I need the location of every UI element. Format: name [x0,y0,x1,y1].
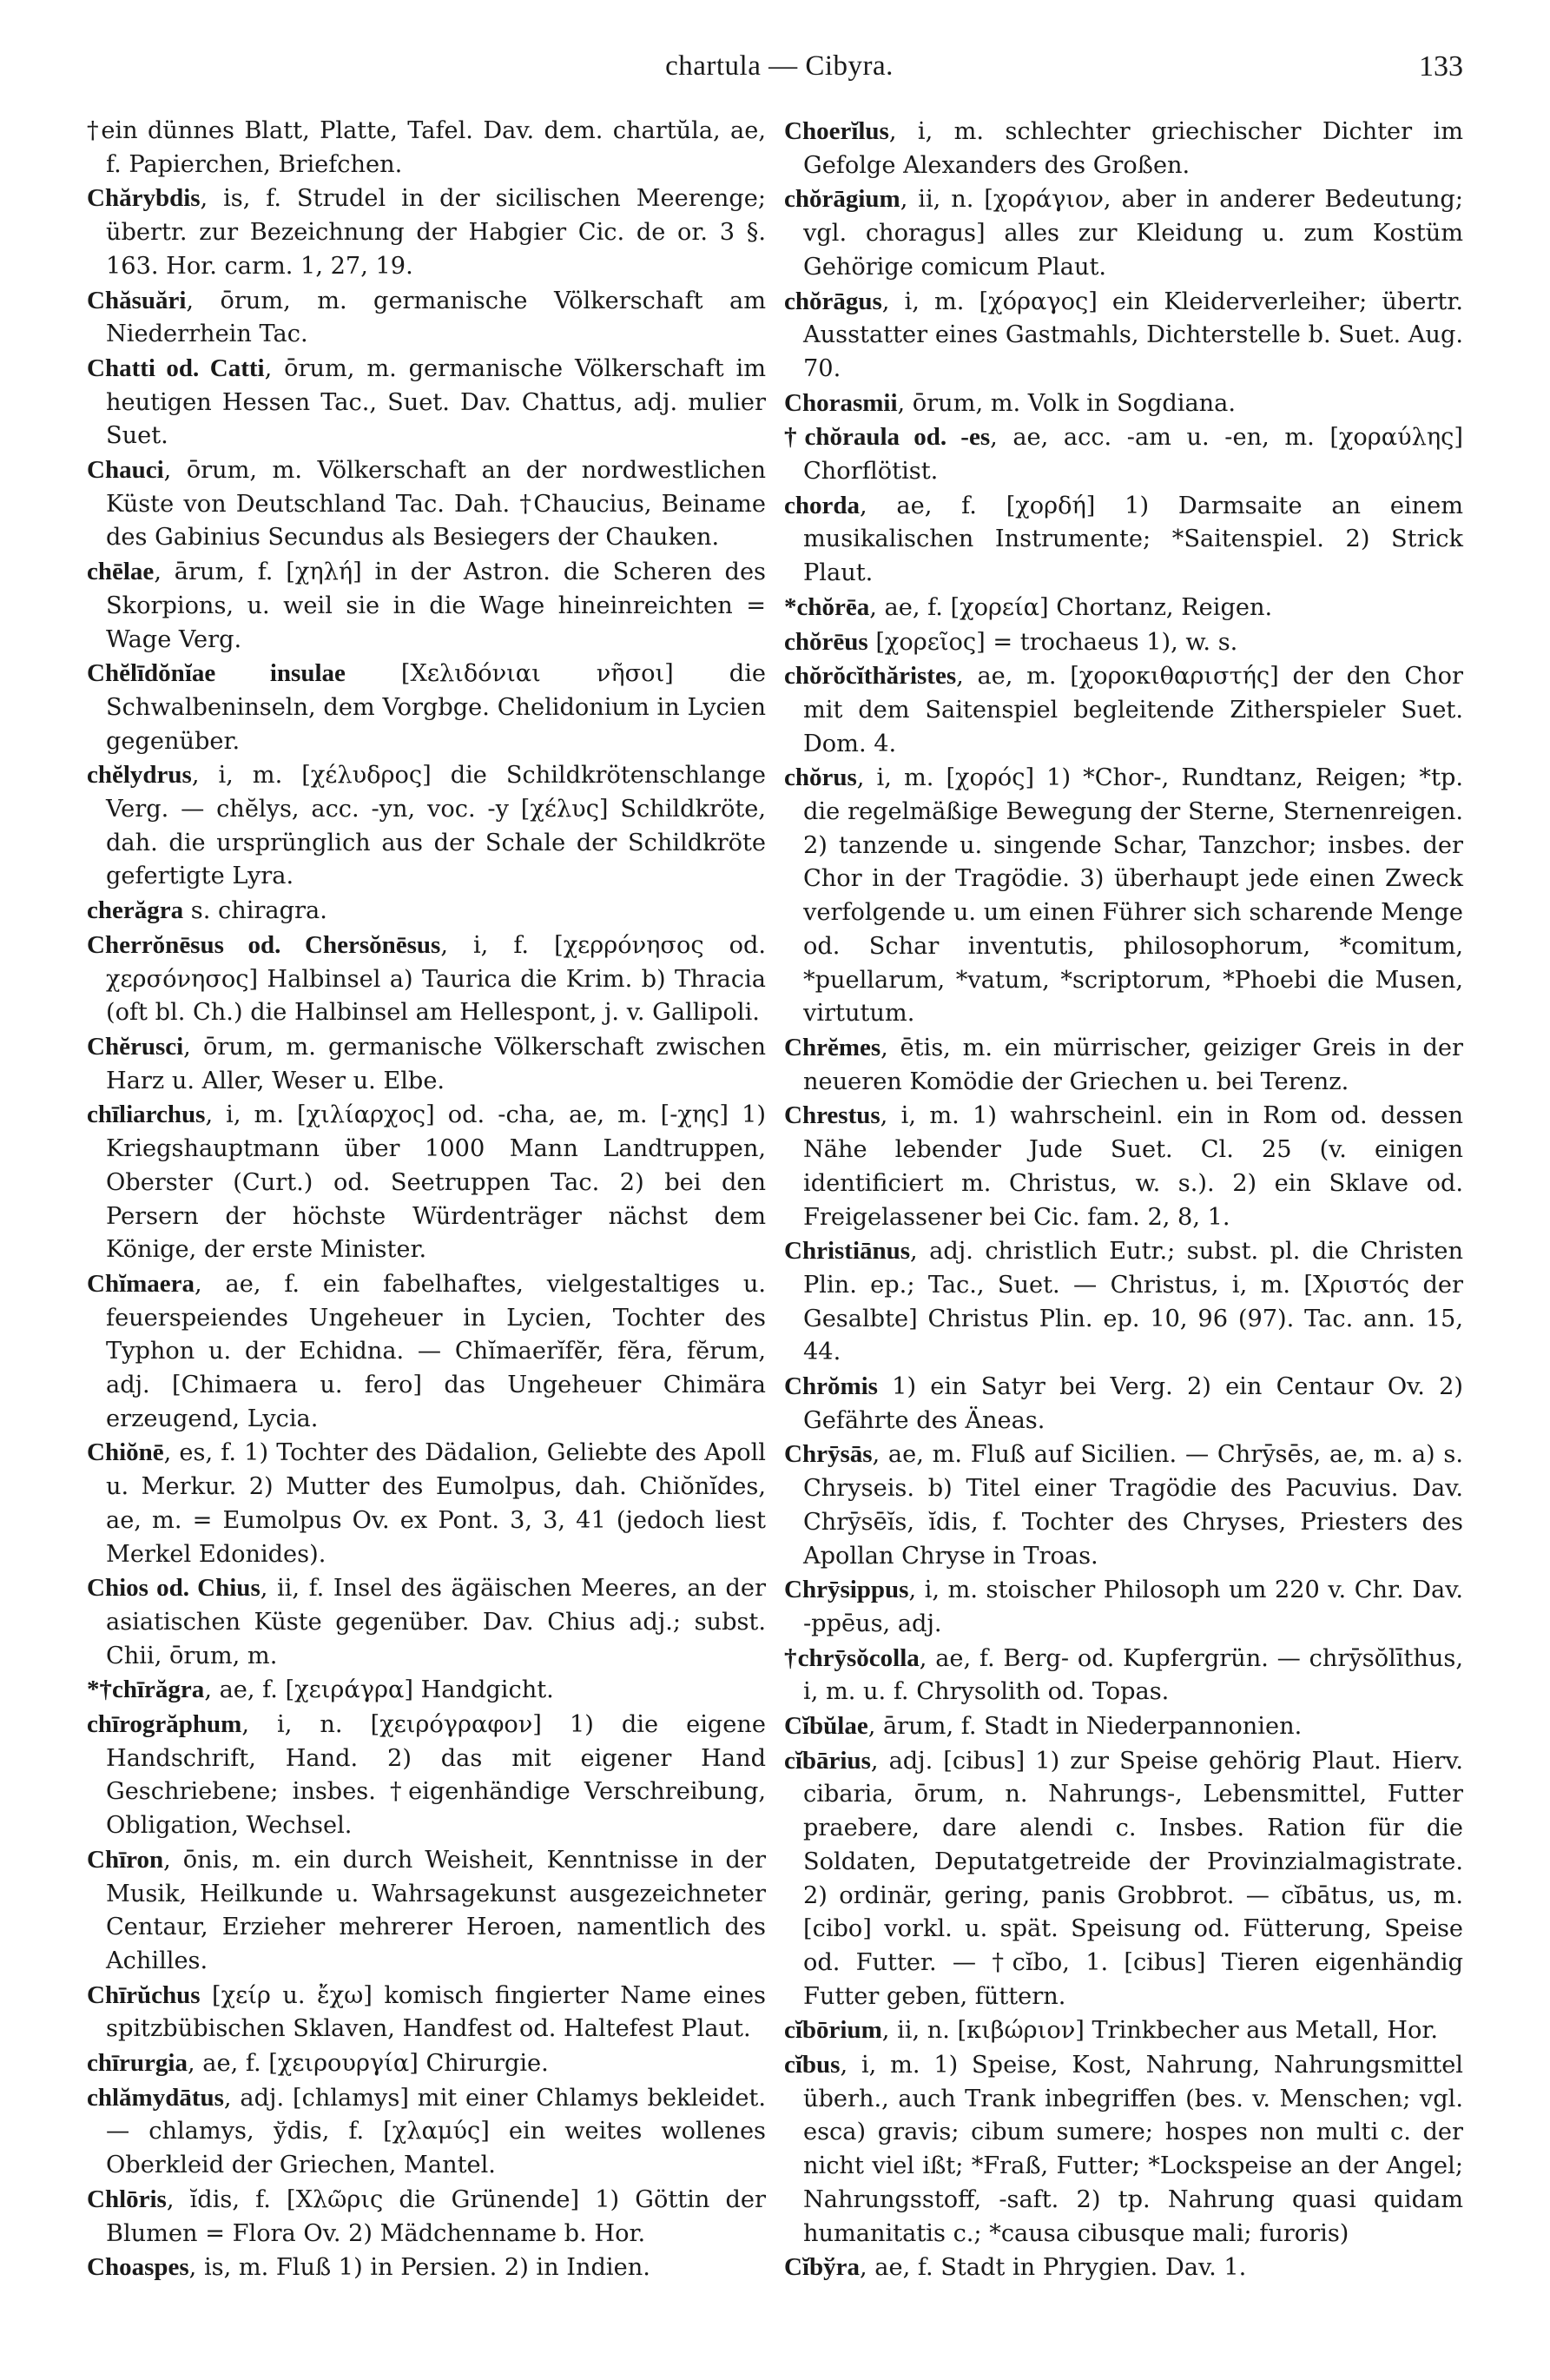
dictionary-entry: chŏrus, i, m. [χορός] 1) *Chor-, Rundtanz, Reigen; *tp. die regelmäßige Bewegung der Sterne, Sternenreigen. 2) tanzende u. singende Schar, Tanzchor; insbes. der Chor in der Tragödie. 3) überhaupt jede einen Zweck verfolgende u. um einen Führer sich scharende Menge od. Schar inventutis, philosophorum, *comitum, *puellarum, *vatum, *scriptorum, *Phoebi die Musen, virtutum. [784,764,1463,1028]
dictionary-entry: Chĕrusci, ōrum, m. germanische Völkerschaft zwischen Harz u. Aller, Weser u. Elbe. [87,1032,766,1094]
dictionary-entry: Chĕlīdŏnĭae insulae [Χελιδόνιαι νῆσοι] die Schwalbeninseln, dem Vorgbge. Chelidonium in Lycien gegenüber. [87,659,766,755]
dictionary-entry: Chīron, ōnis, m. ein durch Weisheit, Kenntnisse in der Musik, Heilkunde u. Wahrsagekunst ausgezeichneter Centaur, Erzieher mehrerer Heroen, namentlich des Achilles. [87,1845,766,1974]
dictionary-entry: chlămydātus, adj. [chlamys] mit einer Chlamys bekleidet. — chlamys, ўdis, f. [χλαμύς] ein weites wollenes Oberkleid der Griechen, Mantel. [87,2083,766,2179]
dictionary-entry: chŏrēus [χορεῖος] = trochaeus 1), w. s. [784,627,1238,656]
dictionary-entry: †chŏraula od. -es, ae, acc. -am u. -en, m. [χοραύλης] Chorflötist. [784,423,1464,486]
dictionary-entry: Chĭmaera, ae, f. ein fabelhaftes, vielgestaltiges u. feuerspeiendes Ungeheuer in Lycien, Tochter des Typhon u. der Echidna. — Chĭmaerĭfĕr, fĕra, fĕrum, adj. [Chimaera u. fero] das Ungeheuer Chimära erzeugend, Lycia. [87,1269,766,1432]
dictionary-entry: chīrogrăphum, i, n. [χειρόγραφον] 1) die eigene Handschrift, Hand. 2) das mit eigener Hand Geschriebene; insbes. †eigenhändige Verschreibung, Obligation, Wechsel. [87,1710,766,1840]
dictionary-entry: cĭbōrium, ii, n. [κιβώριον] Trinkbecher aus Metall, Hor. [784,2016,1439,2045]
dictionary-entry: Cĭbŭlae, ārum, f. Stadt in Niederpannonien. [784,1712,1303,1741]
dictionary-entry: Chlōris, ĭdis, f. [Χλῶρις die Grünende] 1) Göttin der Blumen = Flora Ov. 2) Mädchenname b. Hor. [87,2185,766,2247]
dictionary-entry: Chărybdis, is, f. Strudel in der sicilischen Meerenge; übertr. zur Bezeichnung der Habgier Cic. de or. 3 §. 163. Hor. carm. 1, 27, 19. [87,184,766,280]
dictionary-entry: chĕlydrus, i, m. [χέλυδρος] die Schildkrötenschlange Verg. — chĕlys, acc. -yn, voc. -y [χέλυς] Schildkröte, dah. die ursprünglich aus der Schale der Schildkröte gefertigte Lyra. [87,761,766,890]
dictionary-entry: Chrĕmes, ētis, m. ein mürrischer, geiziger Greis in der neueren Komödie der Griechen u. bei Terenz. [784,1033,1463,1095]
dictionary-entry: *chŏrēa, ae, f. [χορεία] Chortanz, Reigen. [784,592,1273,621]
dictionary-entry: Chăsuări, ōrum, m. germanische Völkerschaft am Niederrhein Tac. [87,286,766,348]
right-column [784,115,1463,2285]
dictionary-entry: Chiŏnē, es, f. 1) Tochter des Dädalion, Geliebte des Apoll u. Merkur. 2) Mutter des Eumolpus, dah. Chiŏnĭdes, ae, m. = Eumolpus Ov. ex Pont. 3, 3, 41 (jedoch liest Merkel Edonides). [87,1438,766,1568]
running-title: chartula — Cibyra. [665,50,894,82]
dictionary-entry: Choerĭlus, i, m. schlechter griechischer Dichter im Gefolge Alexanders des Großen. [784,117,1463,179]
dictionary-entry: chīrurgia, ae, f. [χειρουργία] Chirurgie. [87,2049,549,2078]
dictionary-entry: chīliarchus, i, m. [χιλίαρχος] od. -cha, ae, m. [-χης] 1) Kriegshauptmann über 1000 Mann Landtruppen, Oberster (Curt.) od. Seetruppen Tac. 2) bei den Persern der höchste Würdenträger nächst dem Könige, der erste Minister. [87,1101,766,1264]
dictionary-entry: Chatti od. Catti, ōrum, m. germanische Völkerschaft im heutigen Hessen Tac., Suet. Dav. Chattus, adj. mulier Suet. [87,354,766,450]
dictionary-entry: *†chīrăgra, ae, f. [χειράγρα] Handgicht. [87,1676,554,1704]
dictionary-entry: Chrȳsās, ae, m. Fluß auf Sicilien. — Chrȳsēs, ae, m. a) s. Chryseis. b) Titel einer Tragödie des Pacuvius. Dav. Chrȳsēĭs, ĭdis, f. Tochter des Chryses, Priesters des Apollan Chryse in Troas. [784,1440,1463,1570]
dictionary-entry: Chrestus, i, m. 1) wahrscheinl. ein in Rom od. dessen Nähe lebender Jude Suet. Cl. 25 (v. einigen identificiert m. Christus, w. s.). 2) ein Sklave od. Freigelassener bei Cic. fam. 2, 8, 1. [784,1101,1463,1231]
dictionary-entry: †ein dünnes Blatt, Platte, Tafel. Dav. dem. chartŭla, ae, f. Papierchen, Briefchen. [87,117,766,178]
dictionary-entry: cĭbārius, adj. [cibus] 1) zur Speise gehörig Plaut. Hierv. cibaria, ōrum, n. Nahrungs-, Lebensmittel, Futter praebere, dare alendi c. Insbes. Ration für die Soldaten, Deputatgetreide der Provinzialmagistrate. 2) ordinär, gering, panis Grobbrot. — cĭbātus, us, m. [cibo] vorkl. u. spät. Speisung od. Fütterung, Speise od. Futter. — †cĭbo, 1. [cibus] Tieren eigenhändig Futter geben, füttern. [784,1746,1463,2010]
dictionary-entry: Chauci, ōrum, m. Völkerschaft an der nordwestlichen Küste von Deutschland Tac. Dah. †Chaucius, Beiname des Gabinius Secundus als Besiegers der Chauken. [87,456,766,552]
dictionary-entry: †chrȳsŏcolla, ae, f. Berg- od. Kupfergrün. — chrȳsŏlīthus, i, m. u. f. Chrysolith od. Topas. [784,1643,1463,1706]
dictionary-entry: cherăgra s. chiragra. [87,896,327,925]
dictionary-entry: Choaspes, is, m. Fluß 1) in Persien. 2) in Indien. [87,2253,650,2282]
dictionary-entry: chēlae, ārum, f. [χηλή] in der Astron. die Scheren des Skorpions, u. weil sie in die Wage hineinreichten = Wage Verg. [87,558,766,653]
dictionary-entry: chorda, ae, f. [χορδή] 1) Darmsaite an einem musikalischen Instrumente; *Saitenspiel. 2) Strick Plaut. [784,491,1463,587]
dictionary-entry: Chrŏmis 1) ein Satyr bei Verg. 2) ein Centaur Ov. 2) Gefährte des Äneas. [784,1372,1463,1434]
dictionary-entry: Chorasmii, ōrum, m. Volk in Sogdiana. [784,388,1237,417]
dictionary-entry: Cherrŏnēsus od. Chersŏnēsus, i, f. [χερρόνησος od. χερσόνησος] Halbinsel a) Taurica die Krim. b) Thracia (oft bl. Ch.) die Halbinsel am Hellespont, j. v. Gallipoli. [87,930,766,1027]
page-number: 133 [1419,50,1463,83]
dictionary-entry: chŏrŏcĭthăristes, ae, m. [χοροκιθαριστής] der den Chor mit dem Saitenspiel begleitende Zitherspieler Suet. Dom. 4. [784,662,1463,757]
dictionary-entry: Cĭbўra, ae, f. Stadt in Phrygien. Dav. 1. [784,2253,1247,2282]
dictionary-entry: chŏrāgium, ii, n. [χοράγιον, aber in anderer Bedeutung; vgl. choragus] alles zur Kleidung u. zum Kostüm Gehörige comicum Plaut. [784,185,1463,281]
dictionary-entry: Chīrŭchus [χείρ u. ἔχω] komisch fingierter Name eines spitzbübischen Sklaven, Handfest od. Haltefest Plaut. [87,1980,766,2043]
dictionary-entry: cĭbus, i, m. 1) Speise, Kost, Nahrung, Nahrungsmittel überh., auch Trank inbegriffen (bes. v. Menschen; vgl. esca) gravis; cibum sumere; hospes non multi c. der nicht viel ißt; *Fraß, Futter; *Lockspeise an der Angel; Nahrungsstoff, -saft. 2) tp. Nahrung quasi quidam humanitatis c.; *causa cibusque mali; furoris) [784,2051,1463,2247]
left-column [87,115,766,2285]
dictionary-entry: Chrȳsippus, i, m. stoischer Philosoph um 220 v. Chr. Dav. -ppēus, adj. [784,1576,1463,1637]
dictionary-entry: Chios od. Chius, ii, f. Insel des ägäischen Meeres, an der asiatischen Küste gegenüber. Dav. Chius adj.; subst. Chii, ōrum, m. [87,1574,766,1669]
dictionary-entry: Christiānus, adj. christlich Eutr.; subst. pl. die Christen Plin. ep.; Tac., Suet. — Christus, i, m. [Χριστός der Gesalbte] Christus Plin. ep. 10, 96 (97). Tac. ann. 15, 44. [784,1237,1463,1366]
page-header [96,50,1463,96]
dictionary-entry: chŏrāgus, i, m. [χόραγος] ein Kleiderverleiher; übertr. Ausstatter eines Gastmahls, Dichterstelle b. Suet. Aug. 70. [784,287,1463,382]
